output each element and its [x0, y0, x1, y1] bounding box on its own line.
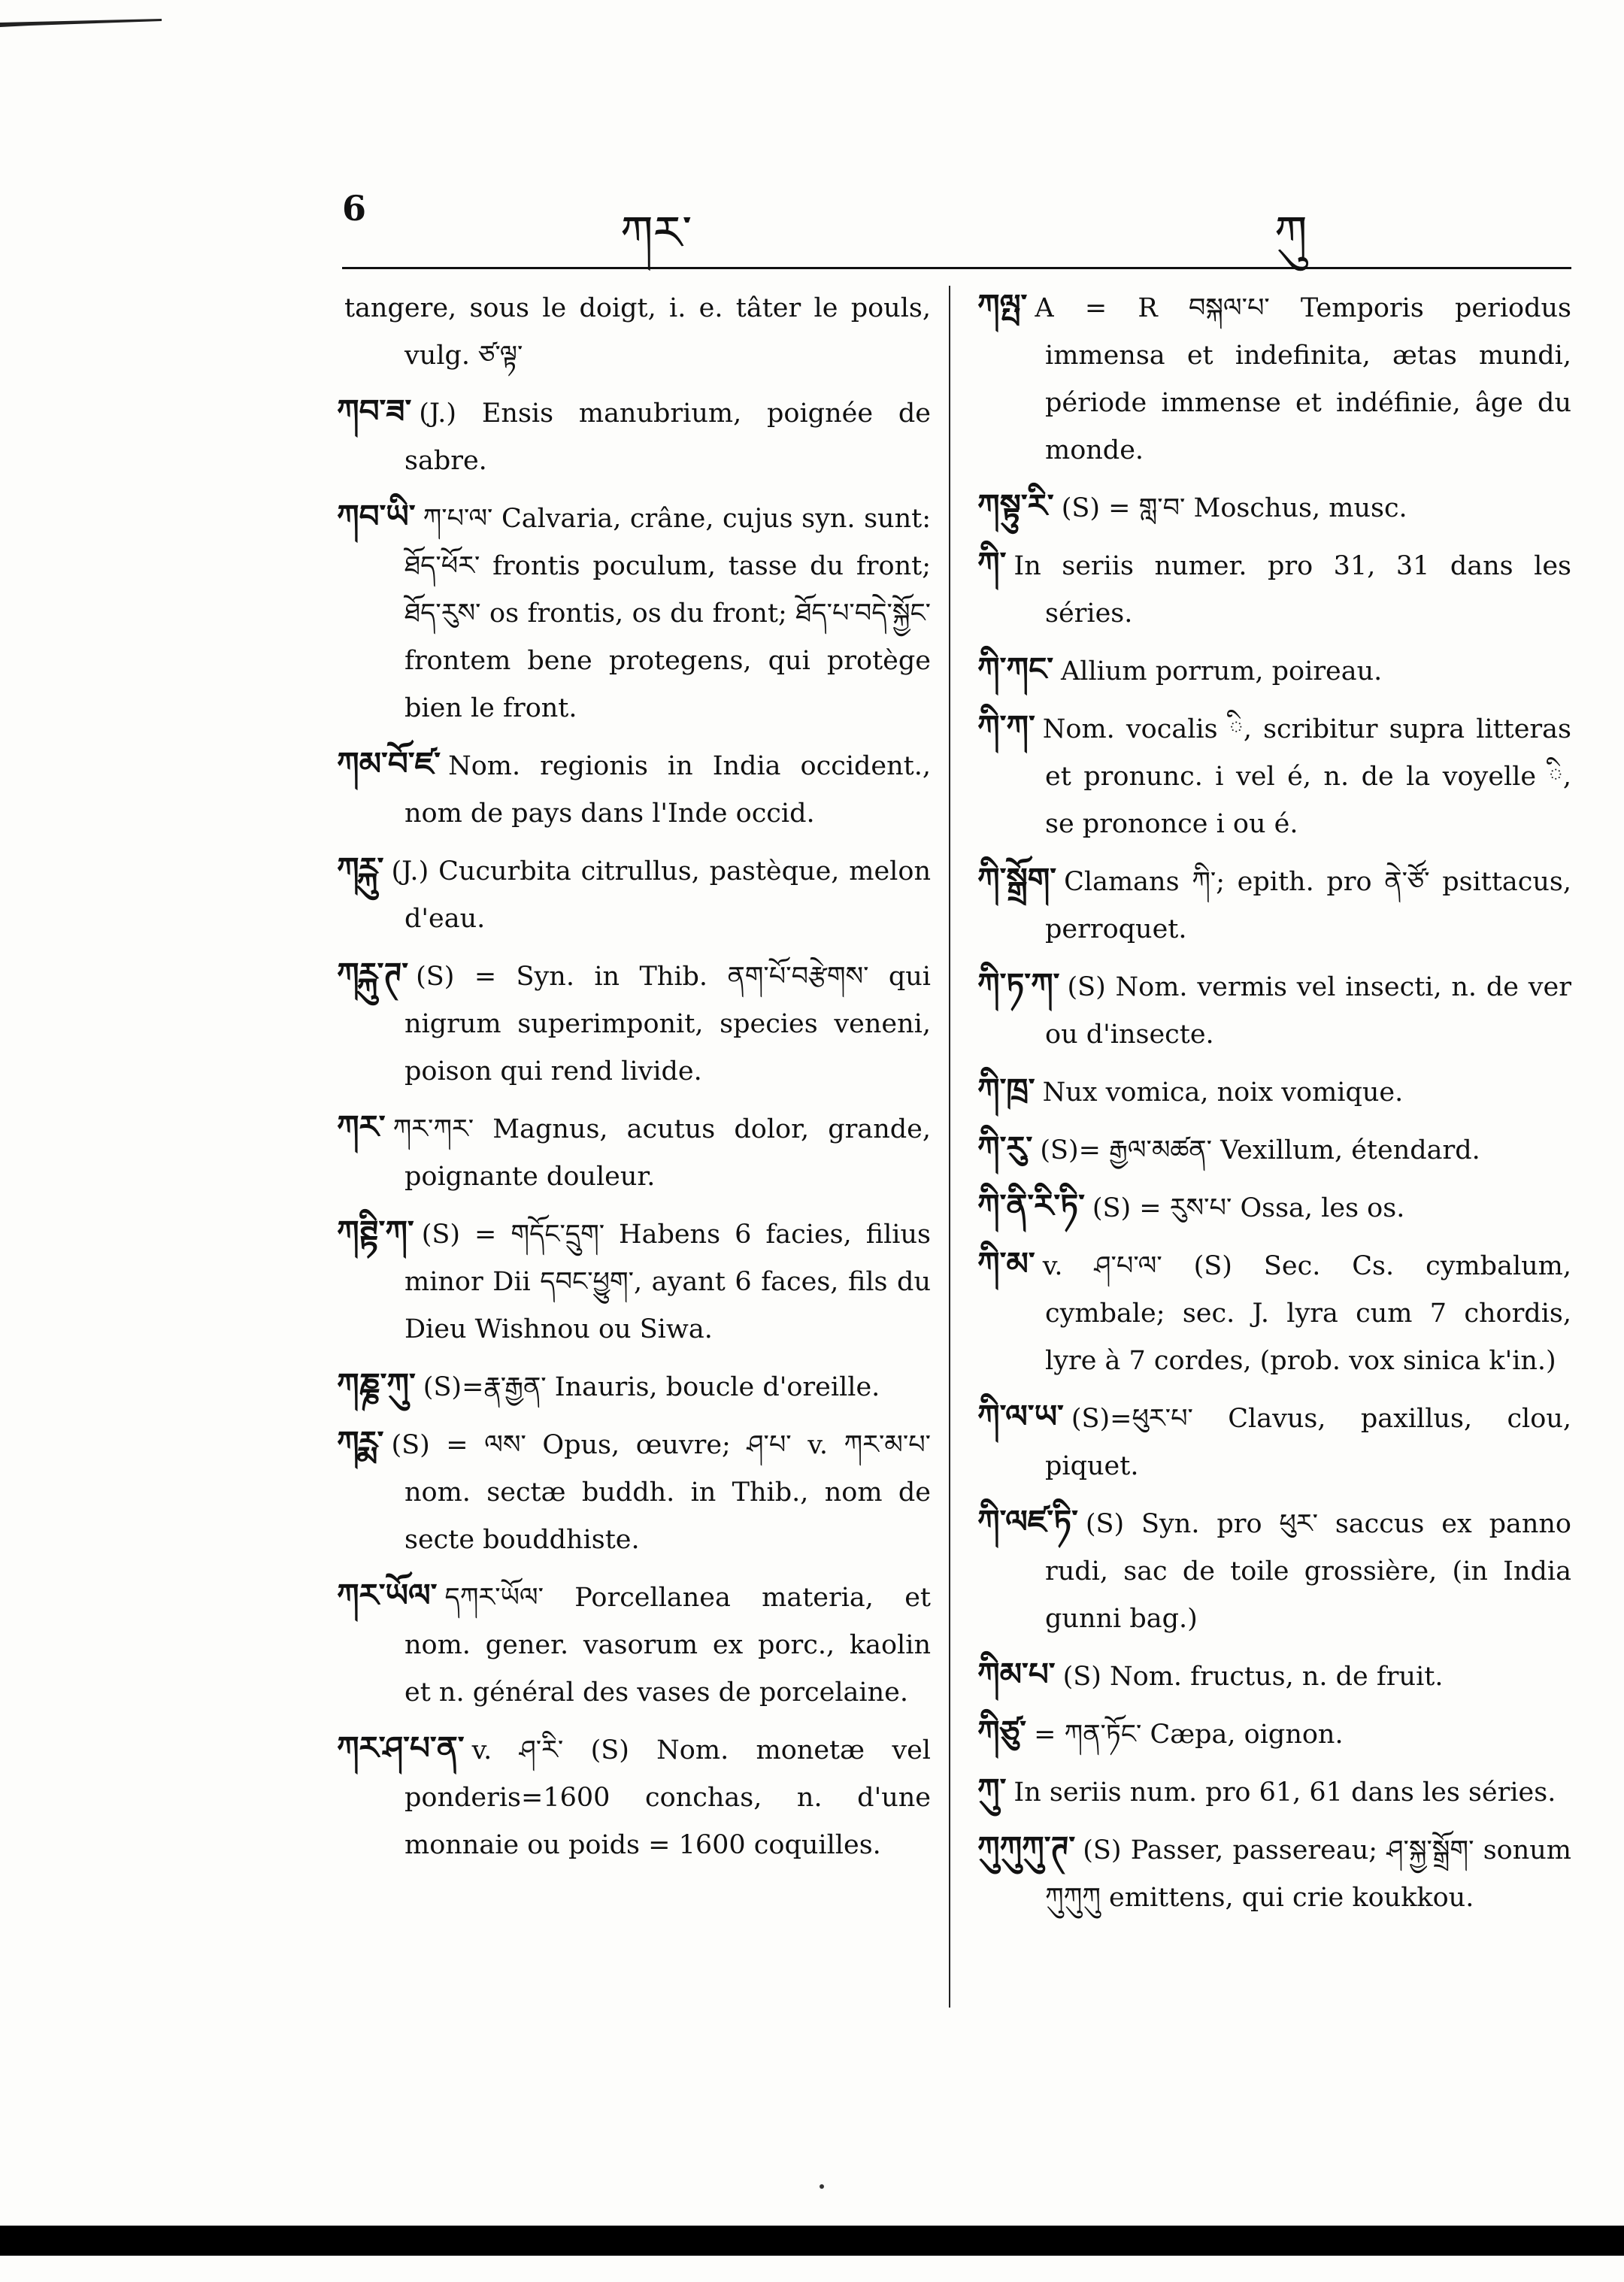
dictionary-entry: [337, 1571, 931, 1717]
entry-headword: ཀམ་བོ་ཛ་: [337, 745, 441, 782]
entry-headword: ཀཊྟི་ཀ་: [337, 1214, 414, 1250]
dictionary-entry: [977, 1498, 1571, 1643]
entry-definition: A = R བསྐལ་པ་ Temporis periodus immensa et indefinita, ætas mundi, période immense et indéfinie, âge du monde.: [1035, 293, 1571, 465]
entry-headword: ཀར་ཤ་པ་ན་: [337, 1729, 465, 1766]
dictionary-entry: [977, 961, 1571, 1059]
entry-headword: ཀུ་: [977, 1771, 1007, 1808]
dictionary-entry: [977, 482, 1571, 532]
entry-definition: ཀར་ཀར་ Magnus, acutus dolor, grande, poignante douleur.: [392, 1114, 931, 1192]
entry-definition: Nom. regionis in India occident., nom de pays dans l'Inde occid.: [404, 751, 931, 829]
entry-definition: (S) = རུས་པ་ Ossa, les os.: [1092, 1193, 1405, 1223]
entry-definition: In seriis num. pro 61, 61 dans les séries.: [1013, 1777, 1556, 1808]
header-rule: [342, 267, 1571, 269]
right-column: [977, 282, 1571, 2019]
dictionary-entry: [337, 1208, 931, 1353]
dictionary-entry: [977, 1650, 1571, 1701]
entry-definition: (J.) Cucurbita citrullus, pastèque, melon d'eau.: [391, 856, 931, 934]
dictionary-entry: [977, 1182, 1571, 1232]
entry-definition: ཀ་པ་ལ་ Calvaria, crâne, cujus syn. sunt: ཐོད་ཕོར་ frontis poculum, tasse du front; ཐོད་རུས་ os frontis, os du front; ཐོད་པ་བདེ་སྐྱོང་ frontem bene protegens, qui protège bien le front.: [404, 504, 931, 723]
corner-mark: [0, 17, 162, 30]
entry-headword: ཀབ་ཟ་: [337, 392, 412, 429]
entry-definition: = ཀན་ཏོང་ Cæpa, oignon.: [1034, 1720, 1344, 1750]
entry-definition: v. ཤ་རི་ (S) Nom. monetæ vel ponderis=1600 conchas, n. d'une monnaie ou poids = 1600 coquilles.: [404, 1735, 931, 1860]
entry-headword: ཀི་ཏ་ཀ་: [977, 966, 1060, 1003]
entry-definition: (S)= རྒྱལ་མཚན་ Vexillum, étendard.: [1040, 1135, 1480, 1165]
entry-definition: (S) = གདོང་དྲུག་ Habens 6 facies, filius minor Dii དབང་ཕྱུག་, ayant 6 faces, fils du Dieu Wishnou ou Siwa.: [404, 1220, 931, 1344]
entry-headword: ཀཎྞ་ཀུ་: [337, 1366, 416, 1403]
entry-headword: ཀཪྐུ་ཊ་: [337, 956, 409, 993]
entry-definition: (S) = Syn. in Thib. ནག་པོ་བརྩེགས་ qui nigrum superimponit, species veneni, poison qui rend livide.: [404, 962, 931, 1086]
entry-headword: ཀི་མ་: [977, 1245, 1035, 1282]
dictionary-entry: [977, 1393, 1571, 1490]
dictionary-entry: [977, 703, 1571, 848]
entry-headword: ཀིམ་པ་: [977, 1656, 1056, 1693]
entry-definition: (S)=རྣ་རྒྱན་ Inauris, boucle d'oreille.: [423, 1372, 880, 1402]
dictionary-entry: [977, 1824, 1571, 1922]
entry-headword: ཀཪྐུ་: [337, 850, 384, 887]
dictionary-entry: [337, 1103, 931, 1201]
entry-headword: ཀཪྨ་: [337, 1424, 384, 1461]
dictionary-entry: [337, 387, 931, 485]
right-running-head: ཀུ: [1274, 205, 1307, 260]
dictionary-entry: [337, 845, 931, 943]
dictionary-entry: [977, 856, 1571, 953]
entry-headword: ཀར་ཡོལ་: [337, 1577, 438, 1614]
entry-headword: ཀིཙུ་: [977, 1714, 1027, 1750]
left-column: [337, 282, 931, 2019]
page-header: [342, 180, 1571, 263]
dictionary-entry: [977, 1766, 1571, 1817]
entry-headword: ཀི་ཀ་: [977, 708, 1035, 745]
dictionary-entry: [977, 1240, 1571, 1385]
entry-headword: ཀི་རུ་: [977, 1129, 1033, 1166]
dictionary-entry: [977, 1124, 1571, 1174]
entry-headword: ཀི་ཁྲ་: [977, 1071, 1035, 1108]
entry-headword: ཀི་ཀང་: [977, 650, 1054, 687]
dictionary-entry: [337, 1724, 931, 1869]
entry-headword: ཀི་ལ་ཡ་: [977, 1398, 1064, 1435]
entry-headword: ཀསྟུ་རི་: [977, 487, 1054, 524]
dictionary-entry: [337, 492, 931, 732]
entry-headword: ཀལྤ་: [977, 287, 1028, 324]
entry-definition: v. ཤ་པ་ལ་ (S) Sec. Cs. cymbalum, cymbale; sec. J. lyra cum 7 chordis, lyre à 7 cordes, (prob. vox sinica k'in.): [1042, 1251, 1571, 1376]
entry-headword: ཀི་སྒྲོག་: [977, 861, 1057, 898]
entry-definition: (S) = ལས་ Opus, œuvre; ཤ་པ་ v. ཀར་མ་པ་ nom. sectæ buddh. in Thib., nom de secte bouddhiste.: [391, 1430, 931, 1555]
entry-definition: དཀར་ཡོལ་ Porcellanea materia, et nom. gener. vasorum ex porc., kaolin et n. général des vases de porcelaine.: [404, 1583, 931, 1708]
dictionary-entry: [337, 1419, 931, 1564]
dictionary-entry: [337, 1361, 931, 1411]
entry-definition: Clamans ཀི་; epith. pro ནེ་ཙོ་ psittacus, perroquet.: [1045, 867, 1571, 944]
entry-definition: tangere, sous le doigt, i. e. tâter le pouls, vulg. ཙ་ལྟ་: [344, 293, 931, 371]
dictionary-entry: [977, 540, 1571, 638]
entry-definition: (S)=ཕུར་པ་ Clavus, paxillus, clou, piquet.: [1045, 1404, 1571, 1481]
column-divider: [949, 286, 950, 2008]
dictionary-entry: [977, 1066, 1571, 1117]
page-number: 6: [342, 188, 367, 229]
entry-definition: (S) Passer, passereau; ཤ་སྐྱ་སྒྲོག་ sonum ཀུཀུཀུ emittens, qui crie koukkou.: [1045, 1835, 1571, 1913]
entry-headword: ཀར་: [337, 1108, 386, 1145]
entry-headword: ཀི་ལཛ་ཏི་: [977, 1503, 1078, 1540]
scan-edge-bar: [0, 2226, 1624, 2256]
entry-definition: (S) Nom. fructus, n. de fruit.: [1062, 1662, 1444, 1692]
entry-definition: (S) = གླ་བ་ Moschus, musc.: [1061, 493, 1407, 523]
entry-definition: In seriis numer. pro 31, 31 dans les séries.: [1013, 551, 1571, 629]
entry-headword: ཀི་: [977, 545, 1007, 582]
entry-definition: Nom. vocalis ི, scribitur supra litteras et pronunc. i vel é, n. de la voyelle ི, se prononce i ou é.: [1042, 714, 1571, 839]
entry-definition: (S) Nom. vermis vel insecti, n. de ver ou d'insecte.: [1045, 972, 1571, 1050]
entry-definition: (S) Syn. pro ཕུར་ saccus ex panno rudi, sac de toile grossière, (in India gunni bag.): [1045, 1509, 1571, 1634]
dictionary-entry: [337, 740, 931, 838]
dictionary-entry: [977, 645, 1571, 696]
entry-definition: (J.) Ensis manubrium, poignée de sabre.: [404, 399, 931, 476]
entry-headword: ཀི་ནི་རི་ཏི་: [977, 1187, 1085, 1224]
entry-definition: Allium porrum, poireau.: [1061, 656, 1383, 686]
stray-mark: [820, 2184, 824, 2189]
entry-definition: Nux vomica, noix vomique.: [1042, 1077, 1404, 1108]
entry-headword: ཀུཀུཀུ་ཊ་: [977, 1829, 1076, 1866]
dictionary-entry: [337, 950, 931, 1096]
dictionary-entry: [977, 282, 1571, 474]
dictionary-entry: [337, 282, 931, 380]
dictionary-entry: [977, 1708, 1571, 1759]
entry-headword: ཀབ་ཡི་: [337, 498, 416, 535]
left-running-head: ཀར་: [620, 205, 692, 260]
